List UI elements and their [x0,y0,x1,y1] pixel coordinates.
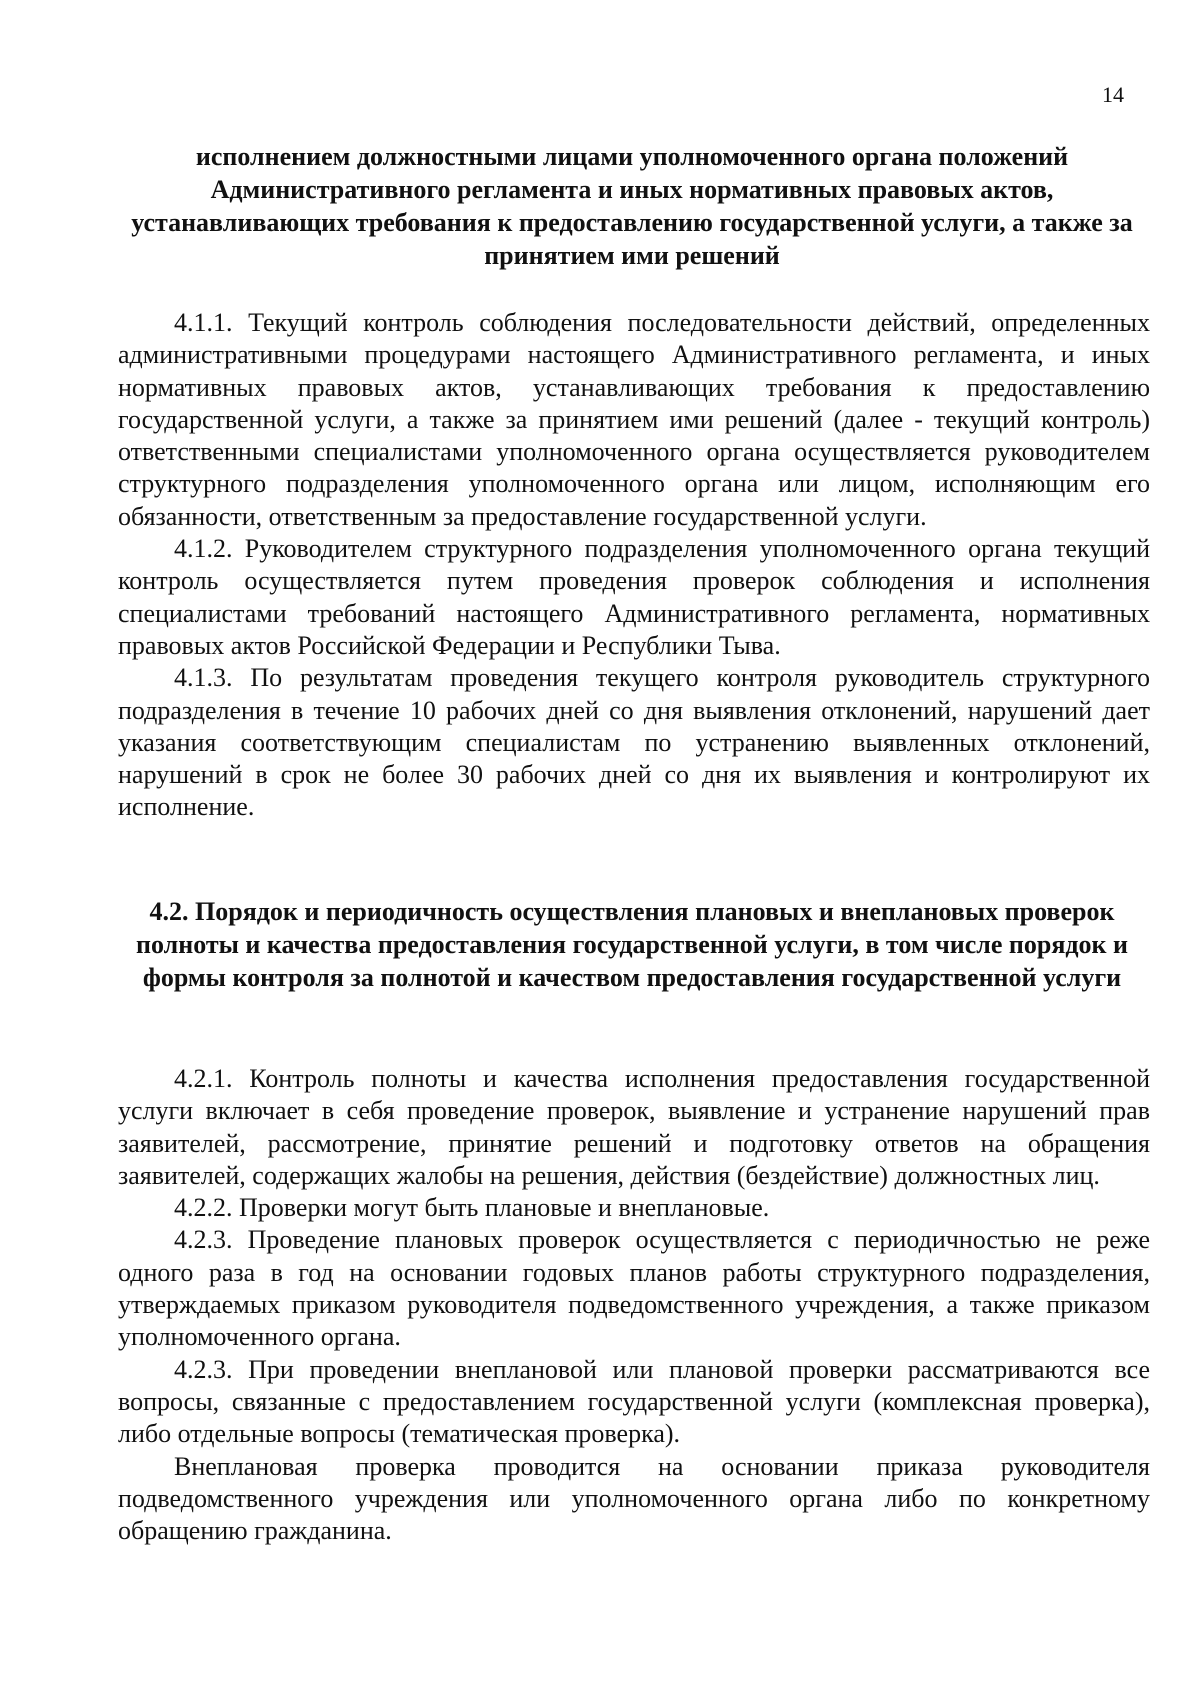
paragraph-4-2-1: 4.2.1. Контроль полноты и качества исполнения предоставления государственной услуги включает в себя проведение проверок, выявление и устранение нарушений прав заявителей, рассмотрение, принятие решений и подготовку ответов на обращения заявителей, содержащих жалобы на решения, действия (бездействие) должностных лиц. [118,1064,1150,1190]
section-4-1-body [118,307,1150,824]
paragraph-unscheduled-inspection: Внеплановая проверка проводится на основании приказа руководителя подведомственного учреждения или уполномоченного органа либо по конкретному обращению гражданина. [118,1451,1150,1546]
paragraph-4-1-3: 4.1.3. По результатам проведения текущего контроля руководитель структурного подразделения в течение 10 рабочих дней со дня выявления отклонений, нарушений дает указания соответствующим специалистам по устранению выявленных отклонений, нарушений в срок не более 30 рабочих дней со дня их выявления и контролируют их исполнение. [118,663,1150,822]
section-4-2-heading: 4.2. Порядок и периодичность осуществления плановых и внеплановых проверок полноты и качества предоставления государственной услуги, в том числе порядок и формы контроля за полнотой и качеством предоставления государственной услуги [136,897,1128,992]
page-number: 14 [1102,82,1124,107]
paragraph-4-2-3: 4.2.3. Проведение плановых проверок осуществляется с периодичностью не реже одного раза в год на основании годовых планов работы структурного подразделения, утверждаемых приказом руководителя подведомственного учреждения, а также приказом уполномоченного органа. [118,1225,1150,1352]
section-heading-continuation: исполнением должностными лицами уполномоченного органа положений Административного регламента и иных нормативных правовых актов, устанавливающих требования к предоставлению государственной услуги, а также за принятием ими решений [131,142,1133,270]
paragraph-4-1-2: 4.1.2. Руководителем структурного подразделения уполномоченного органа текущий контроль осуществляется путем проведения проверок соблюдения и исполнения специалистами требований настоящего Административного регламента, нормативных правовых актов Российской Федерации и Республики Тыва. [118,534,1150,660]
paragraph-4-2-3-second: 4.2.3. При проведении внеплановой или плановой проверки рассматриваются все вопросы, связанные с предоставлением государственной услуги (комплексная проверка), либо отдельные вопросы (тематическая проверка). [118,1354,1150,1449]
paragraph-4-2-2: 4.2.2. Проверки могут быть плановые и внеплановые. [174,1193,770,1223]
section-4-2-body [118,1063,1150,1547]
paragraph-4-1-1: 4.1.1. Текущий контроль соблюдения последовательности действий, определенных административными процедурами настоящего Административного регламента, и иных нормативных правовых актов, устанавливающих требования к предоставлению государственной услуги, а также за принятием ими решений (далее - текущий контроль) ответственными специалистами уполномоченного органа осуществляется руководителем структурного подразделения уполномоченного органа или лицом, исполняющим его обязанности, ответственным за предоставление государственной услуги. [118,308,1150,531]
